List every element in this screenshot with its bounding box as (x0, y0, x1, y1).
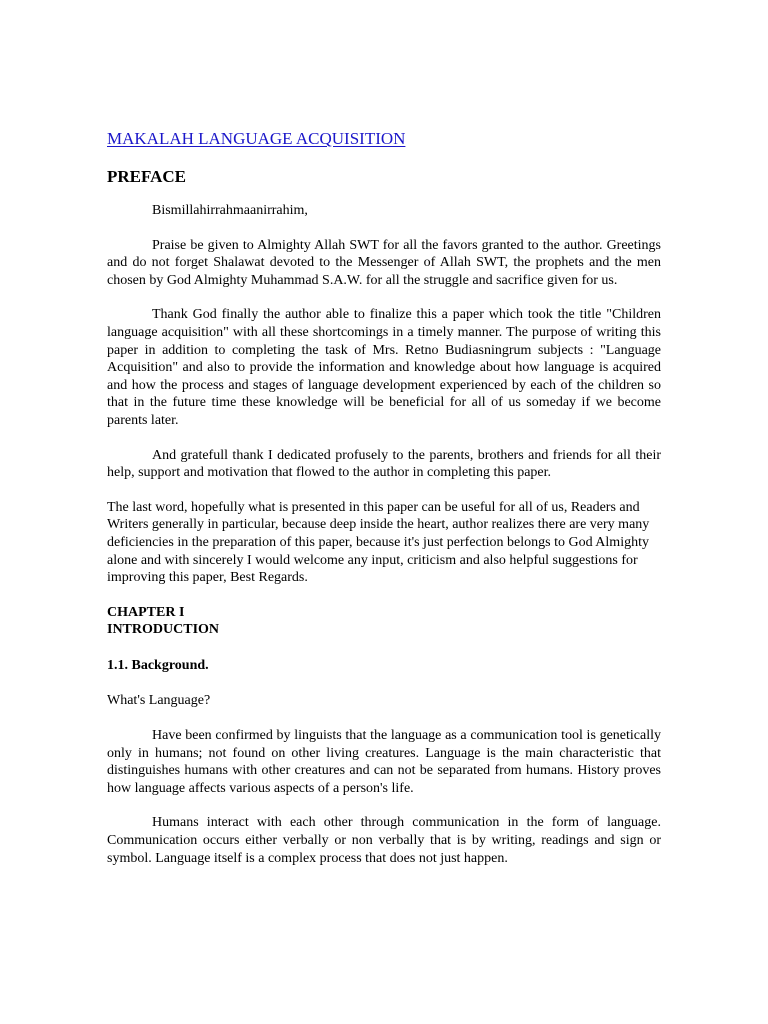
intro-paragraph-2: Humans interact with each other through communication in the form of language. Communication occurs either verbally or non verbally that is by writing, readings and sign or symbol. Language itself is a complex process that does not just happen. (107, 815, 661, 866)
preface-paragraph-3: And gratefull thank I dedicated profusely to the parents, brothers and friends for all their help, support and motivation that flowed to the author in completing this paper. (107, 447, 661, 481)
preface-paragraph-4: The last word, hopefully what is presented in this paper can be useful for all of us, Readers and Writers generally in particular, because deep inside the heart, author realizes there are very many deficiencies in the preparation of this paper, because it's just perfection belongs to God Almighty alone and with sincerely I would welcome any input, criticism and also helpful suggestions for improving this paper, Best Regards. (107, 499, 650, 586)
chapter-title: INTRODUCTION (107, 622, 220, 638)
preface-heading: PREFACE (107, 167, 187, 186)
preface-paragraph-2: Thank God finally the author able to finalize this a paper which took the title "Children language acquisition" with all these shortcomings in a timely manner. The purpose of writing this paper in addition to completing the task of Mrs. Retno Budiasningrum subjects : "Language Acquisition" and also to provide the information and knowledge about how language is acquired and how the process and stages of language development experienced by each of the children so that in the future time these knowledge will be beneficial for all of us someday if we become parents later. (107, 307, 661, 428)
preface-paragraph-1: Praise be given to Almighty Allah SWT for all the favors granted to the author. Greetings and do not forget Shalawat devoted to the Messenger of Allah SWT, the prophets and the men chosen by God Almighty Muhammad S.A.W. for all the struggle and sacrifice given for us. (107, 237, 661, 288)
document-title-link[interactable]: MAKALAH LANGUAGE ACQUISITION (107, 129, 406, 148)
chapter-heading (107, 604, 661, 639)
intro-paragraph-1: Have been confirmed by linguists that the language as a communication tool is genetically only in humans; not found on other living creatures. Language is the main characteristic that distinguishes humans with other creatures and can not be separated from humans. History proves how language affects various aspects of a person's life. (107, 728, 661, 796)
section-heading: 1.1. Background. (107, 657, 209, 673)
question-text: What's Language? (107, 693, 211, 709)
salutation: Bismillahirrahmaanirrahim, (152, 203, 308, 218)
chapter-number: CHAPTER I (107, 604, 185, 620)
